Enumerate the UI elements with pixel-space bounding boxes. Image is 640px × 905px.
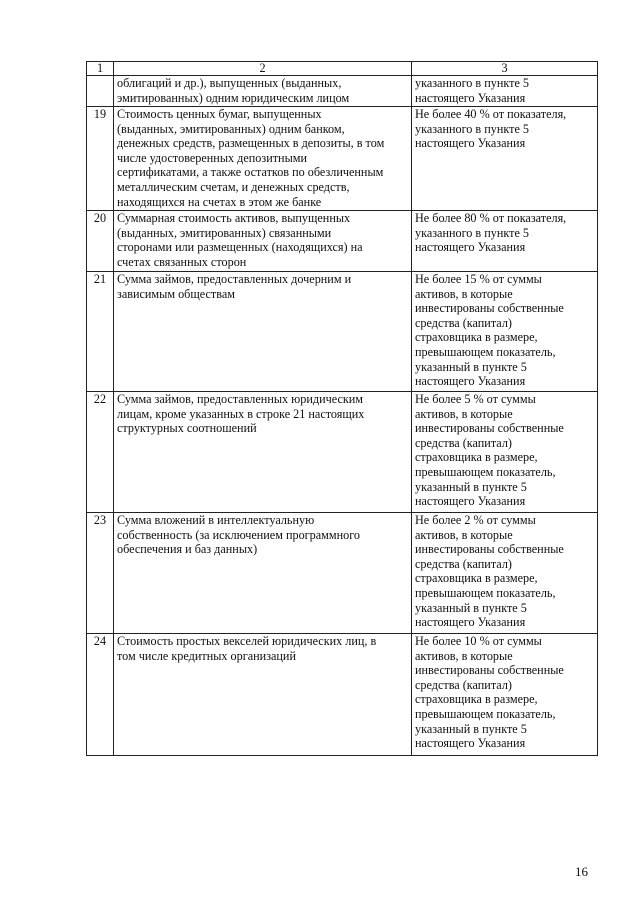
table-row <box>87 272 598 392</box>
row-description: облигаций и др.), выпущенных (выданных, эмитированных) одним юридическим лицом <box>114 76 412 107</box>
row-description: Сумма займов, предоставленных юридическим лицам, кроме указанных в строке 21 настоящих структурных соотношений <box>114 392 412 513</box>
row-number: 19 <box>87 107 114 211</box>
header-cell-3: 3 <box>412 62 598 76</box>
structural-ratios-table <box>86 61 598 756</box>
row-limit: Не более 10 % от суммы активов, в которые инвестированы собственные средства (капитал) страховщика в размере, превышающем показатель, указанный в пункте 5 настоящего Указания <box>412 634 598 756</box>
row-number: 20 <box>87 211 114 272</box>
row-description: Сумма займов, предоставленных дочерним и зависимым обществам <box>114 272 412 392</box>
table-row <box>87 211 598 272</box>
row-limit: Не более 80 % от показателя, указанного в пункте 5 настоящего Указания <box>412 211 598 272</box>
row-limit: Не более 2 % от суммы активов, в которые инвестированы собственные средства (капитал) страховщика в размере, превышающем показатель, указанный в пункте 5 настоящего Указания <box>412 513 598 634</box>
table-row <box>87 107 598 211</box>
header-cell-1: 1 <box>87 62 114 76</box>
row-number: 22 <box>87 392 114 513</box>
table-row <box>87 513 598 634</box>
row-limit: указанного в пункте 5 настоящего Указания <box>412 76 598 107</box>
row-limit: Не более 15 % от суммы активов, в которые инвестированы собственные средства (капитал) страховщика в размере, превышающем показатель, указанный в пункте 5 настоящего Указания <box>412 272 598 392</box>
table-row <box>87 76 598 107</box>
row-number: 21 <box>87 272 114 392</box>
table-row <box>87 392 598 513</box>
row-description: Суммарная стоимость активов, выпущенных (выданных, эмитированных) связанными сторонами или размещенных (находящихся) на счетах связанных сторон <box>114 211 412 272</box>
row-number: 23 <box>87 513 114 634</box>
row-limit: Не более 5 % от суммы активов, в которые инвестированы собственные средства (капитал) страховщика в размере, превышающем показатель, указанный в пункте 5 настоящего Указания <box>412 392 598 513</box>
table-header-row <box>87 62 598 76</box>
row-number: 24 <box>87 634 114 756</box>
row-number <box>87 76 114 107</box>
table-row <box>87 634 598 756</box>
row-description: Стоимость простых векселей юридических лиц, в том числе кредитных организаций <box>114 634 412 756</box>
row-description: Сумма вложений в интеллектуальную собственность (за исключением программного обеспечения и баз данных) <box>114 513 412 634</box>
row-limit: Не более 40 % от показателя, указанного в пункте 5 настоящего Указания <box>412 107 598 211</box>
row-description: Стоимость ценных бумаг, выпущенных (выданных, эмитированных) одним банком, денежных средств, размещенных в депозиты, в том числе удостоверенных депозитными сертификатами, а также остатков по обезличенным металлическим счетам, и денежных средств, находящихся на счетах в этом же банке <box>114 107 412 211</box>
page-number: 16 <box>575 864 588 879</box>
header-cell-2: 2 <box>114 62 412 76</box>
